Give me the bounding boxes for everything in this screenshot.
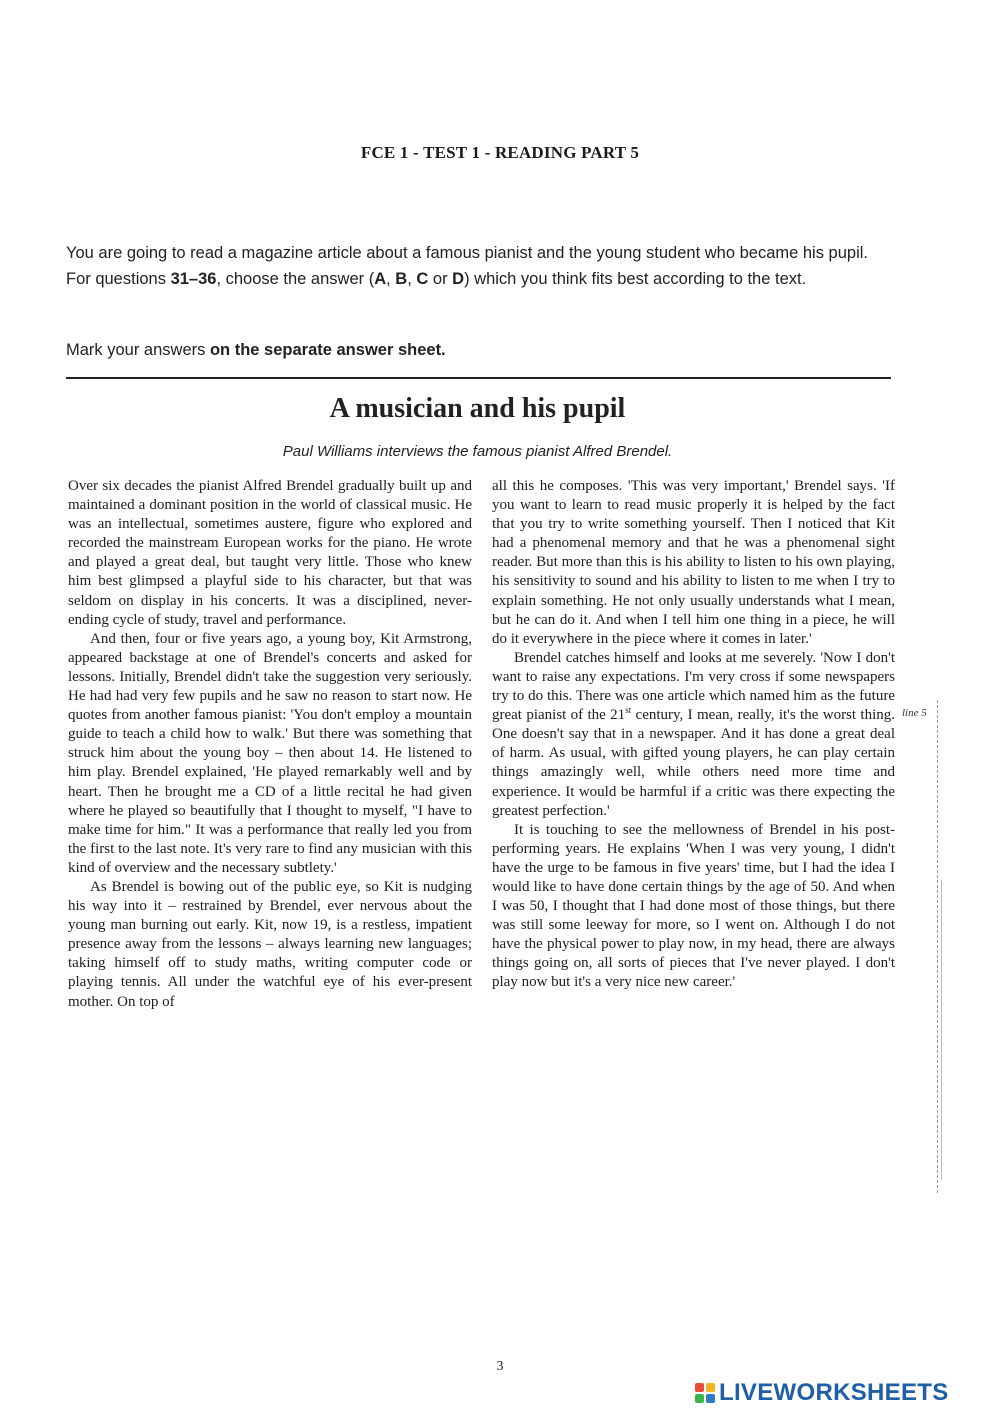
page-number: 3 xyxy=(496,1359,504,1374)
scan-edge-2 xyxy=(941,880,942,1180)
paragraph-2: And then, four or five years ago, a young boy, Kit Armstrong, appeared backstage at one of Brendel's concerts and asked for lessons. Initially, Brendel didn't take the suggestion very seriously. He had had very few pupils and he saw no reason to start now. He quotes from another famous pianist: 'You don't employ a mountain guide to teach a child how to walk.' But there was something that struck him about the young boy – then about 14. He listened to him play. Brendel explained, 'He played remarkably well and by heart. Then he brought me a CD of a little recital he had given where he played so beautifully that I thought to myself, "I have to make time for him." It was a performance that really led you from the first to the last note. It's very rare to find any musician with this kind of overview and the necessary subtlety.' xyxy=(68,630,472,876)
sep-3: or xyxy=(428,270,453,288)
paragraph-4: all this he composes. 'This was very important,' Brendel says. 'If you want to learn to read music properly it is helped by the fact that you try to write something yourself. Then I noticed that Kit had a phenomenal memory and that he was a phenomenal sight reader. But more than this is his ability to listen to his own playing, his sensitivity to sound and his ability to listen to me when I try to explain something. He not only usually understands what I mean, but he can do it. And when I tell him one thing in a piece, he will do it everywhere in the piece where it comes in later.' xyxy=(492,478,895,647)
answer-sheet-note xyxy=(66,341,446,360)
instructions-intro-1: You are going to read a magazine article about a famous pianist and the young student who became his pupil. For questions xyxy=(66,244,869,288)
option-b-label: B xyxy=(395,270,408,288)
option-d-label: D xyxy=(452,270,465,288)
paragraph-5 xyxy=(492,649,895,821)
logo-icon xyxy=(695,1383,715,1403)
paragraph-6: It is touching to see the mellowness of Brendel in his post-performing years. He explains 'When I was very young, I didn't have the urge to be famous in five years' time, but I had the idea I would like to have done certain things by the age of 50. And when I was 50, I thought that I had done most of those things, but there was still some leeway for more, so I went on. Although I do not have the physical power to play now, in my head, there are always things going on, all sorts of pieces that I've never played. I don't play now but it's a very nice new career.' xyxy=(492,821,895,991)
paragraph-5-part-a: Brendel catches himself and looks at me severely. 'Now I don't want to raise any expectations. I'm very cross if some newspapers try to do this. There was one article which named him as the future great pianist of the 21 xyxy=(492,649,895,724)
logo-square-3 xyxy=(695,1394,704,1403)
instructions xyxy=(66,240,896,292)
paragraph-5-part-b: century, I mean, really, it's the worst thing. One doesn't say that in a newspaper. And it has done a great deal of harm. As usual, with gifted young players, he can play certain things amazingly well, while others need more time and experience. It would be harmful if a critic was there expecting the greatest perfection.' xyxy=(492,707,895,819)
option-c-label: C xyxy=(416,270,429,288)
article-subtitle: Paul Williams interviews the famous pianist Alfred Brendel. xyxy=(282,443,673,460)
superscript-st: st xyxy=(625,705,632,716)
sep-1: , xyxy=(386,270,396,288)
paragraph-3: As Brendel is bowing out of the public eye, so Kit is nudging his way into it – restrained by Brendel, ever nervous about the young man burning out early. Kit, now 19, is a restless, impatient presence away from the lessons – always learning new languages; taking himself off to study maths, writing computer code or playing tennis. All under the watchful eye of his ever-present mother. On top of xyxy=(68,878,472,1010)
paragraph-1: Over six decades the pianist Alfred Brendel gradually built up and maintained a dominant position in the world of classical music. He was an intellectual, sometimes austere, figure who explored and recorded the mainstream European works for the piano. He wrote and played a great deal, but taught very little. Those who knew him best glimpsed a playful side to his character, but that was seldom on display in his concerts. It was a disciplined, never-ending cycle of study, travel and performance. xyxy=(68,478,472,628)
logo-square-1 xyxy=(695,1383,704,1392)
article-left-column xyxy=(68,477,472,1012)
sep-2: , xyxy=(407,270,417,288)
option-a-label: A xyxy=(374,270,387,288)
liveworksheets-logo[interactable] xyxy=(695,1378,949,1408)
scan-edge xyxy=(937,700,938,1195)
mark-bold: on the separate answer sheet. xyxy=(209,341,446,359)
logo-square-2 xyxy=(706,1383,715,1392)
instructions-intro-3: ) which you think fits best according to the text. xyxy=(464,270,807,288)
logo-text: LIVEWORKSHEETS xyxy=(719,1379,949,1406)
exam-title: FCE 1 - TEST 1 - READING PART 5 xyxy=(360,143,640,162)
question-range: 31–36 xyxy=(170,270,217,288)
mark-prefix: Mark your answers xyxy=(66,341,210,359)
article-right-column xyxy=(492,477,895,993)
article-title: A musician and his pupil xyxy=(329,393,626,424)
logo-square-4 xyxy=(706,1394,715,1403)
instructions-intro-2: , choose the answer ( xyxy=(216,270,375,288)
divider xyxy=(66,377,891,379)
line-number-marker: line 5 xyxy=(902,707,927,719)
instructions-text xyxy=(66,240,896,292)
